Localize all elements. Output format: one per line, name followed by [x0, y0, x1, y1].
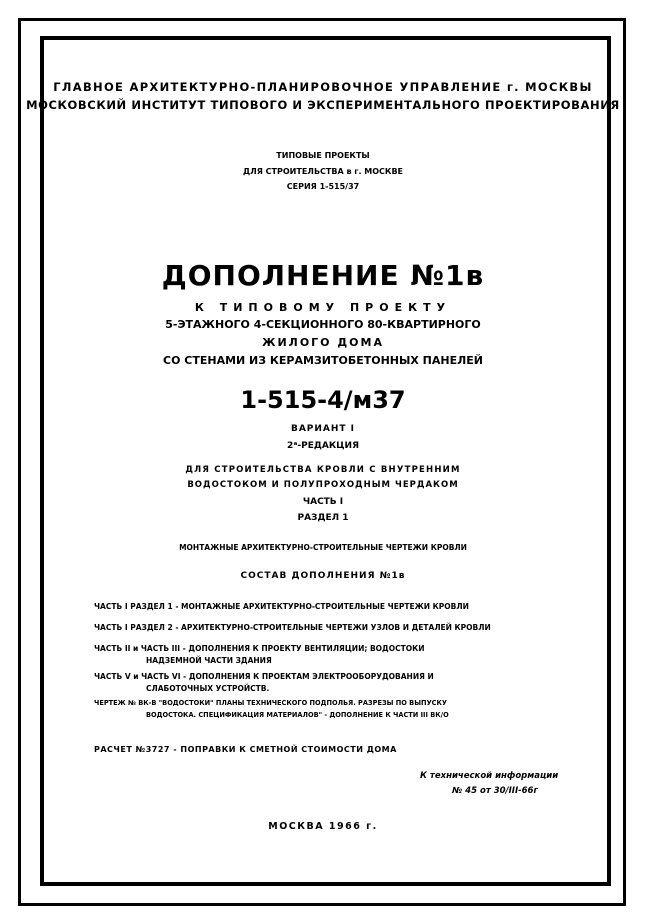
section-label: РАЗДЕЛ 1: [297, 513, 349, 523]
purpose-line-2: ВОДОСТОКОМ И ПОЛУПРОХОДНЫМ ЧЕРДАКОМ: [187, 480, 459, 490]
part-label: ЧАСТЬ I: [302, 497, 344, 507]
contents-item: СЛАБОТОЧНЫХ УСТРОЙСТВ.: [146, 684, 270, 693]
series-line-3: СЕРИЯ 1-515/37: [286, 182, 360, 191]
series-line-1: ТИПОВЫЕ ПРОЕКТЫ: [276, 151, 370, 160]
drawings-title: МОНТАЖНЫЕ АРХИТЕКТУРНО-СТРОИТЕЛЬНЫЕ ЧЕРТЕЖИ КРОВЛИ: [179, 543, 467, 552]
contents-item: ЧАСТЬ V и ЧАСТЬ VI - ДОПОЛНЕНИЯ К ПРОЕКТАМ ЭЛЕКТРООБОРУДОВАНИЯ И: [94, 672, 434, 681]
info-line-2: № 45 от 30/III-66г: [452, 786, 538, 796]
edition-label: 2ᵃ-РЕДАКЦИЯ: [286, 441, 359, 451]
contents-item: ЧАСТЬ II и ЧАСТЬ III - ДОПОЛНЕНИЯ К ПРОЕКТУ ВЕНТИЛЯЦИИ; ВОДОСТОКИ: [94, 644, 425, 653]
composition-title: СОСТАВ ДОПОЛНЕНИЯ №1в: [240, 571, 406, 581]
header-line-1: ГЛАВНОЕ АРХИТЕКТУРНО-ПЛАНИРОВОЧНОЕ УПРАВЛЕНИЕ г. МОСКВЫ: [53, 80, 593, 94]
document-title: ДОПОЛНЕНИЕ №1в: [161, 259, 485, 292]
title-sub-2: 5-ЭТАЖНОГО 4-СЕКЦИОННОГО 80-КВАРТИРНОГО: [165, 318, 481, 331]
contents-item: НАДЗЕМНОЙ ЧАСТИ ЗДАНИЯ: [146, 656, 272, 665]
estimate-line: РАСЧЕТ №3727 - ПОПРАВКИ К СМЕТНОЙ СТОИМОСТИ ДОМА: [94, 745, 397, 754]
title-sub-1: К ТИПОВОМУ ПРОЕКТУ: [194, 301, 452, 314]
variant-label: ВАРИАНТ I: [290, 424, 356, 434]
contents-item: ВОДОСТОКА. СПЕЦИФИКАЦИЯ МАТЕРИАЛОВ" - ДОПОЛНЕНИЕ К ЧАСТИ III ВК/О: [146, 711, 449, 719]
contents-item: ЧАСТЬ I РАЗДЕЛ 1 - МОНТАЖНЫЕ АРХИТЕКТУРНО-СТРОИТЕЛЬНЫЕ ЧЕРТЕЖИ КРОВЛИ: [94, 602, 469, 611]
project-code: 1-515-4/м37: [240, 386, 406, 414]
contents-item: ЧАСТЬ I РАЗДЕЛ 2 - АРХИТЕКТУРНО-СТРОИТЕЛЬНЫЕ ЧЕРТЕЖИ УЗЛОВ И ДЕТАЛЕЙ КРОВЛИ: [94, 623, 491, 632]
inner-frame: [40, 36, 611, 886]
contents-item: ЧЕРТЕЖ № ВК-В "ВОДОСТОКИ" ПЛАНЫ ТЕХНИЧЕСКОГО ПОДПОЛЬЯ. РАЗРЕЗЫ ПО ВЫПУСКУ: [94, 699, 447, 707]
purpose-line-1: ДЛЯ СТРОИТЕЛЬСТВА КРОВЛИ С ВНУТРЕННИМ: [185, 465, 461, 475]
header-line-2: МОСКОВСКИЙ ИНСТИТУТ ТИПОВОГО И ЭКСПЕРИМЕНТАЛЬНОГО ПРОЕКТИРОВАНИЯ: [26, 98, 620, 112]
footer-city-year: МОСКВА 1966 г.: [268, 821, 378, 832]
series-line-2: ДЛЯ СТРОИТЕЛЬСТВА в г. МОСКВЕ: [242, 167, 404, 176]
info-line-1: К технической информации: [420, 771, 559, 781]
title-sub-4: СО СТЕНАМИ ИЗ КЕРАМЗИТОБЕТОННЫХ ПАНЕЛЕЙ: [163, 354, 483, 367]
title-sub-3: ЖИЛОГО ДОМА: [262, 336, 384, 349]
